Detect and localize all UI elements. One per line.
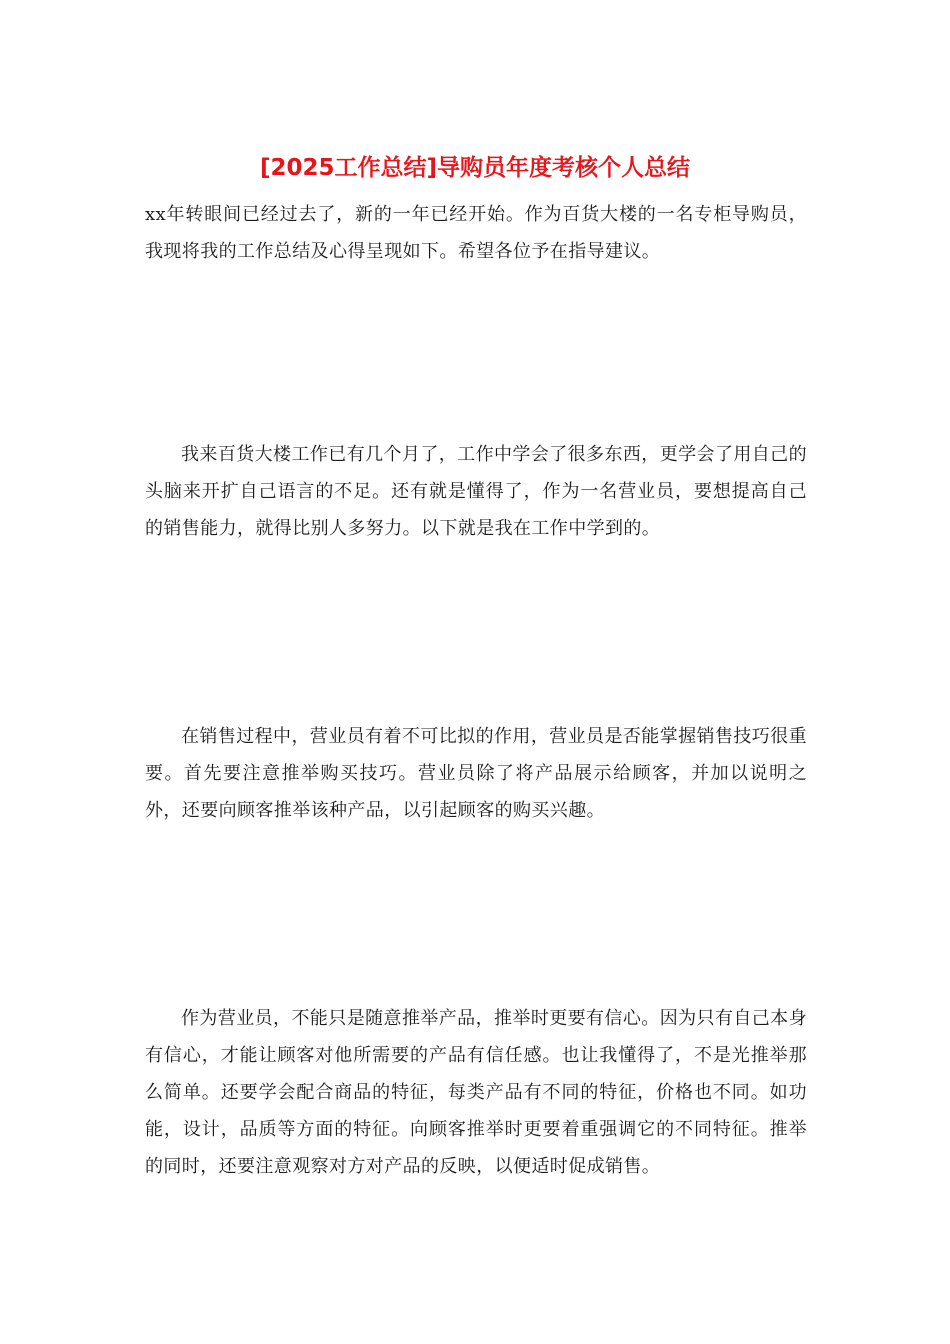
paragraph-sales-process: 在销售过程中，营业员有着不可比拟的作用，营业员是否能掌握销售技巧很重要。首先要注意推举购买技巧。营业员除了将产品展示给顾客，并加以说明之外，还要向顾客推举该种产品，以引起顾客的购买兴趣。	[145, 726, 807, 821]
paragraph-work-experience: 我来百货大楼工作已有几个月了，工作中学会了很多东西，更学会了用自己的头脑来开扩自己语言的不足。还有就是懂得了，作为一名营业员，要想提高自己的销售能力，就得比别人多努力。以下就是我在工作中学到的。	[145, 444, 807, 539]
document-title: [2025工作总结]导购员年度考核个人总结	[259, 155, 691, 181]
paragraph-recommend-confidence: 作为营业员，不能只是随意推举产品，推举时更要有信心。因为只有自己本身有信心，才能让顾客对他所需要的产品有信任感。也让我懂得了，不是光推举那么简单。还要学会配合商品的特征，每类产品有不同的特征，价格也不同。如功能，设计，品质等方面的特征。向顾客推举时更要着重强调它的不同特征。推举的同时，还要注意观察对方对产品的反映，以便适时促成销售。	[145, 1008, 807, 1177]
paragraph-intro: xx年转眼间已经过去了，新的一年已经开始。作为百货大楼的一名专柜导购员，我现将我的工作总结及心得呈现如下。希望各位予在指导建议。	[145, 204, 807, 262]
